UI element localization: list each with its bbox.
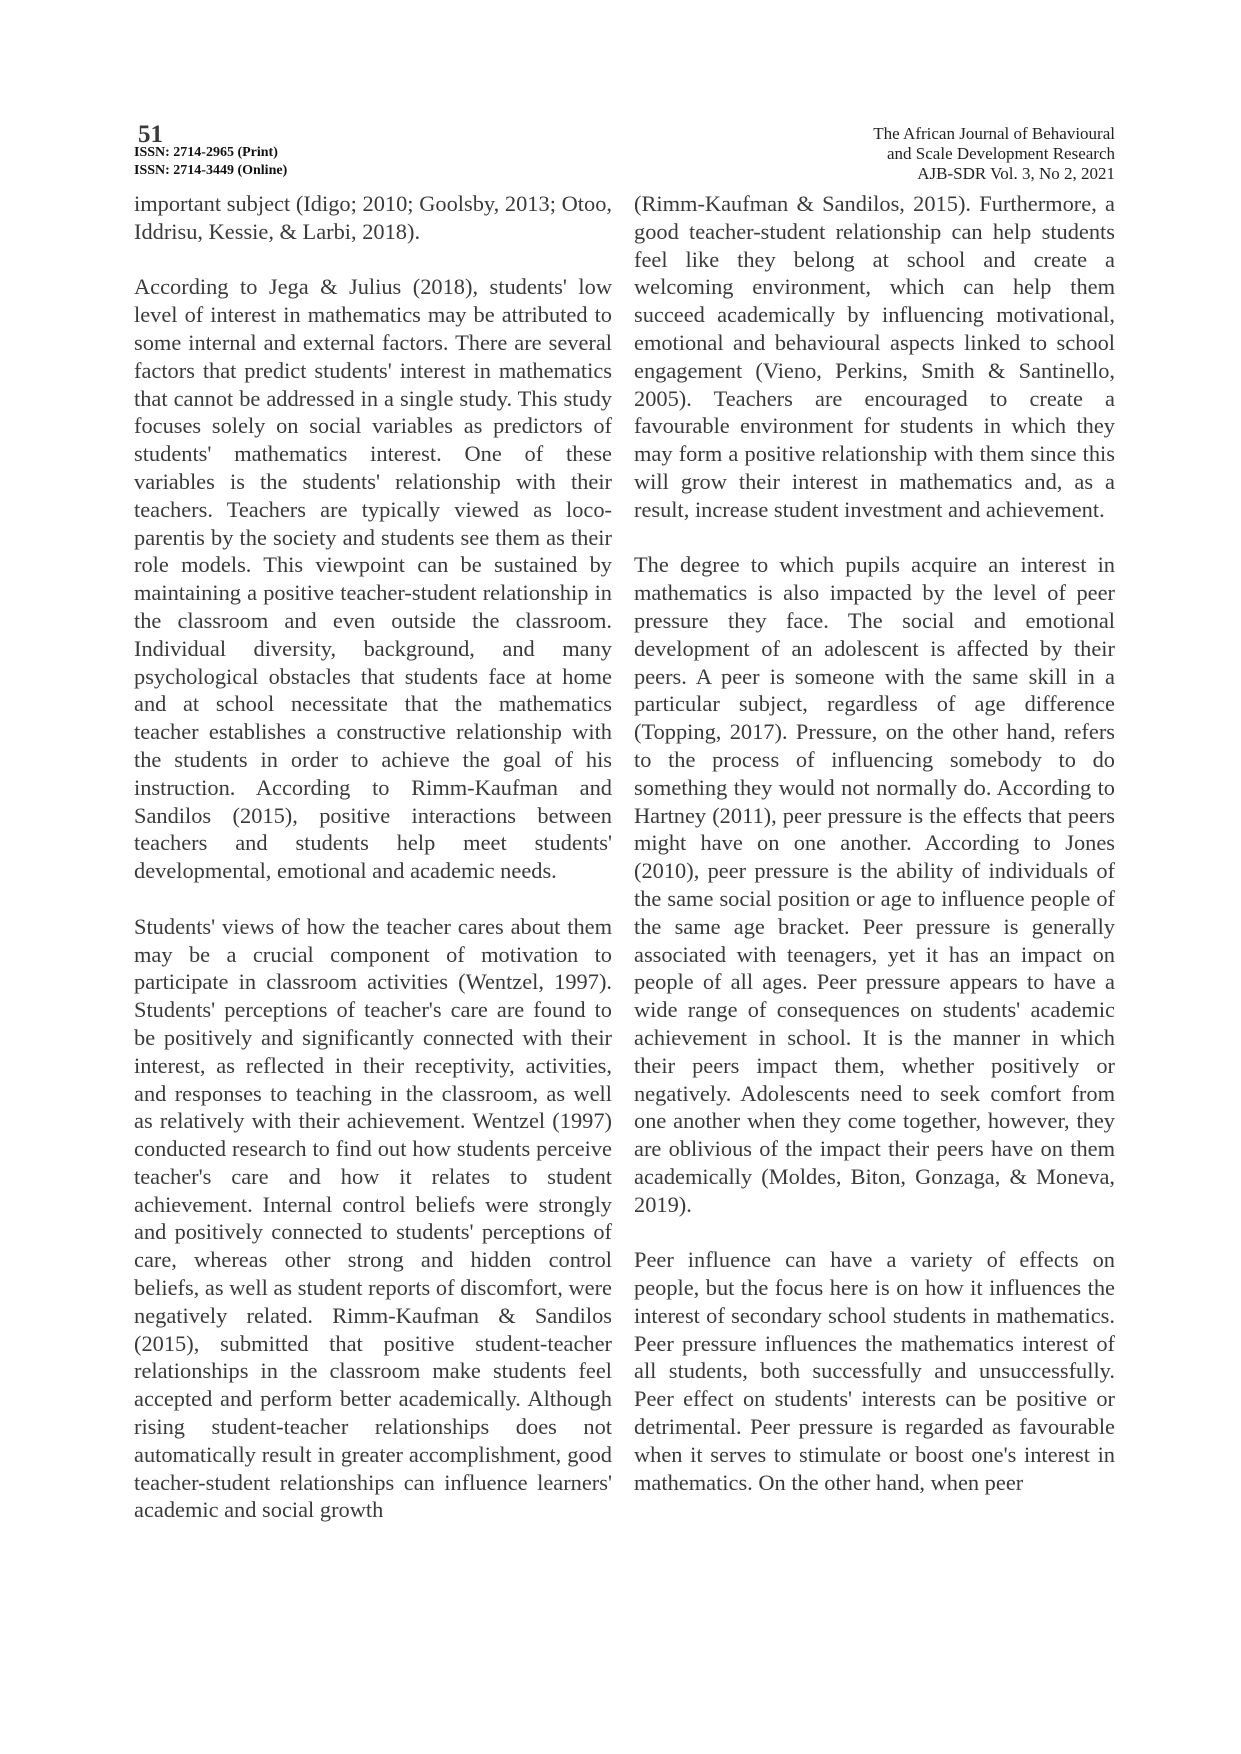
paragraph: According to Jega & Julius (2018), students' low level of interest in mathematics may be attributed to some internal and external factors. There are several factors that predict students' interest in mathematics that cannot be addressed in a single study. This study focuses solely on social variables as predictors of students' mathematics interest. One of these variables is the students' relationship with their teachers. Teachers are typically viewed as loco-parentis by the society and students see them as their role models. This viewpoint can be sustained by maintaining a positive teacher-student relationship in the classroom and even outside the classroom. Individual diversity, background, and many psychological obstacles that students face at home and at school necessitate that the mathematics teacher establishes a constructive relationship with the students in order to achieve the goal of his instruction. According to Rimm-Kaufman and Sandilos (2015), positive interactions between teachers and students help meet students' developmental, emotional and academic needs.	[134, 274, 612, 884]
issn-print: ISSN: 2714-2965 (Print)	[134, 145, 278, 160]
journal-title-line-1: The African Journal of Behavioural	[873, 124, 1115, 143]
paragraph: important subject (Idigo; 2010; Goolsby, 2013; Otoo, Iddrisu, Kessie, & Larbi, 2018).	[134, 191, 612, 244]
paragraph: Peer influence can have a variety of effects on people, but the focus here is on how it influences the interest of secondary school students in mathematics. Peer pressure influences the mathematics interest of all students, both successfully and unsuccessfully. Peer effect on students' interests can be positive or detrimental. Peer pressure is regarded as favourable when it serves to stimulate or boost one's interest in mathematics. On the other hand, when peer	[634, 1247, 1115, 1495]
paragraph: (Rimm-Kaufman & Sandilos, 2015). Furthermore, a good teacher-student relationship can help students feel like they belong at school and create a welcoming environment, which can help them succeed academically by influencing motivational, emotional and behavioural aspects linked to school engagement (Vieno, Perkins, Smith & Santinello, 2005). Teachers are encouraged to create a favourable environment for students in which they may form a positive relationship with them since this will grow their interest in mathematics and, as a result, increase student investment and achievement.	[634, 191, 1115, 522]
journal-volume-issue: AJB-SDR Vol. 3, No 2, 2021	[917, 164, 1115, 183]
right-column	[634, 190, 1115, 1496]
page-number: 51	[138, 121, 163, 148]
issn-online: ISSN: 2714-3449 (Online)	[134, 163, 288, 178]
left-column	[134, 190, 612, 1524]
paragraph: The degree to which pupils acquire an interest in mathematics is also impacted by the level of peer pressure they face. The social and emotional development of an adolescent is affected by their peers. A peer is someone with the same skill in a particular subject, regardless of age difference (Topping, 2017). Pressure, on the other hand, refers to the process of influencing somebody to do something they would not normally do. According to Hartney (2011), peer pressure is the effects that peers might have on one another. According to Jones (2010), peer pressure is the ability of individuals of the same social position or age to influence people of the same age bracket. Peer pressure is generally associated with teenagers, yet it has an impact on people of all ages. Peer pressure appears to have a wide range of consequences on students' academic achievement in school. It is the manner in which their peers impact them, whether positively or negatively. Adolescents need to seek comfort from one another when they come together, however, they are oblivious of the impact their peers have on them academically (Moldes, Biton, Gonzaga, & Moneva, 2019).	[634, 552, 1115, 1217]
paragraph: Students' views of how the teacher cares about them may be a crucial component of motivation to participate in classroom activities (Wentzel, 1997). Students' perceptions of teacher's care are found to be positively and significantly connected with their interest, as reflected in their receptivity, activities, and responses to teaching in the classroom, as well as relatively with their achievement. Wentzel (1997) conducted research to find out how students perceive teacher's care and how it relates to student achievement. Internal control beliefs were strongly and positively connected to students' perceptions of care, whereas other strong and hidden control beliefs, as well as student reports of discomfort, were negatively related. Rimm-Kaufman & Sandilos (2015), submitted that positive student-teacher relationships in the classroom make students feel accepted and perform better academically. Although rising student-teacher relationships does not automatically result in greater accomplishment, good teacher-student relationships can influence learners' academic and social growth	[134, 913, 612, 1523]
journal-header	[715, 124, 1115, 184]
issn-block	[134, 144, 287, 180]
journal-title-line-2: and Scale Development Research	[887, 144, 1115, 163]
